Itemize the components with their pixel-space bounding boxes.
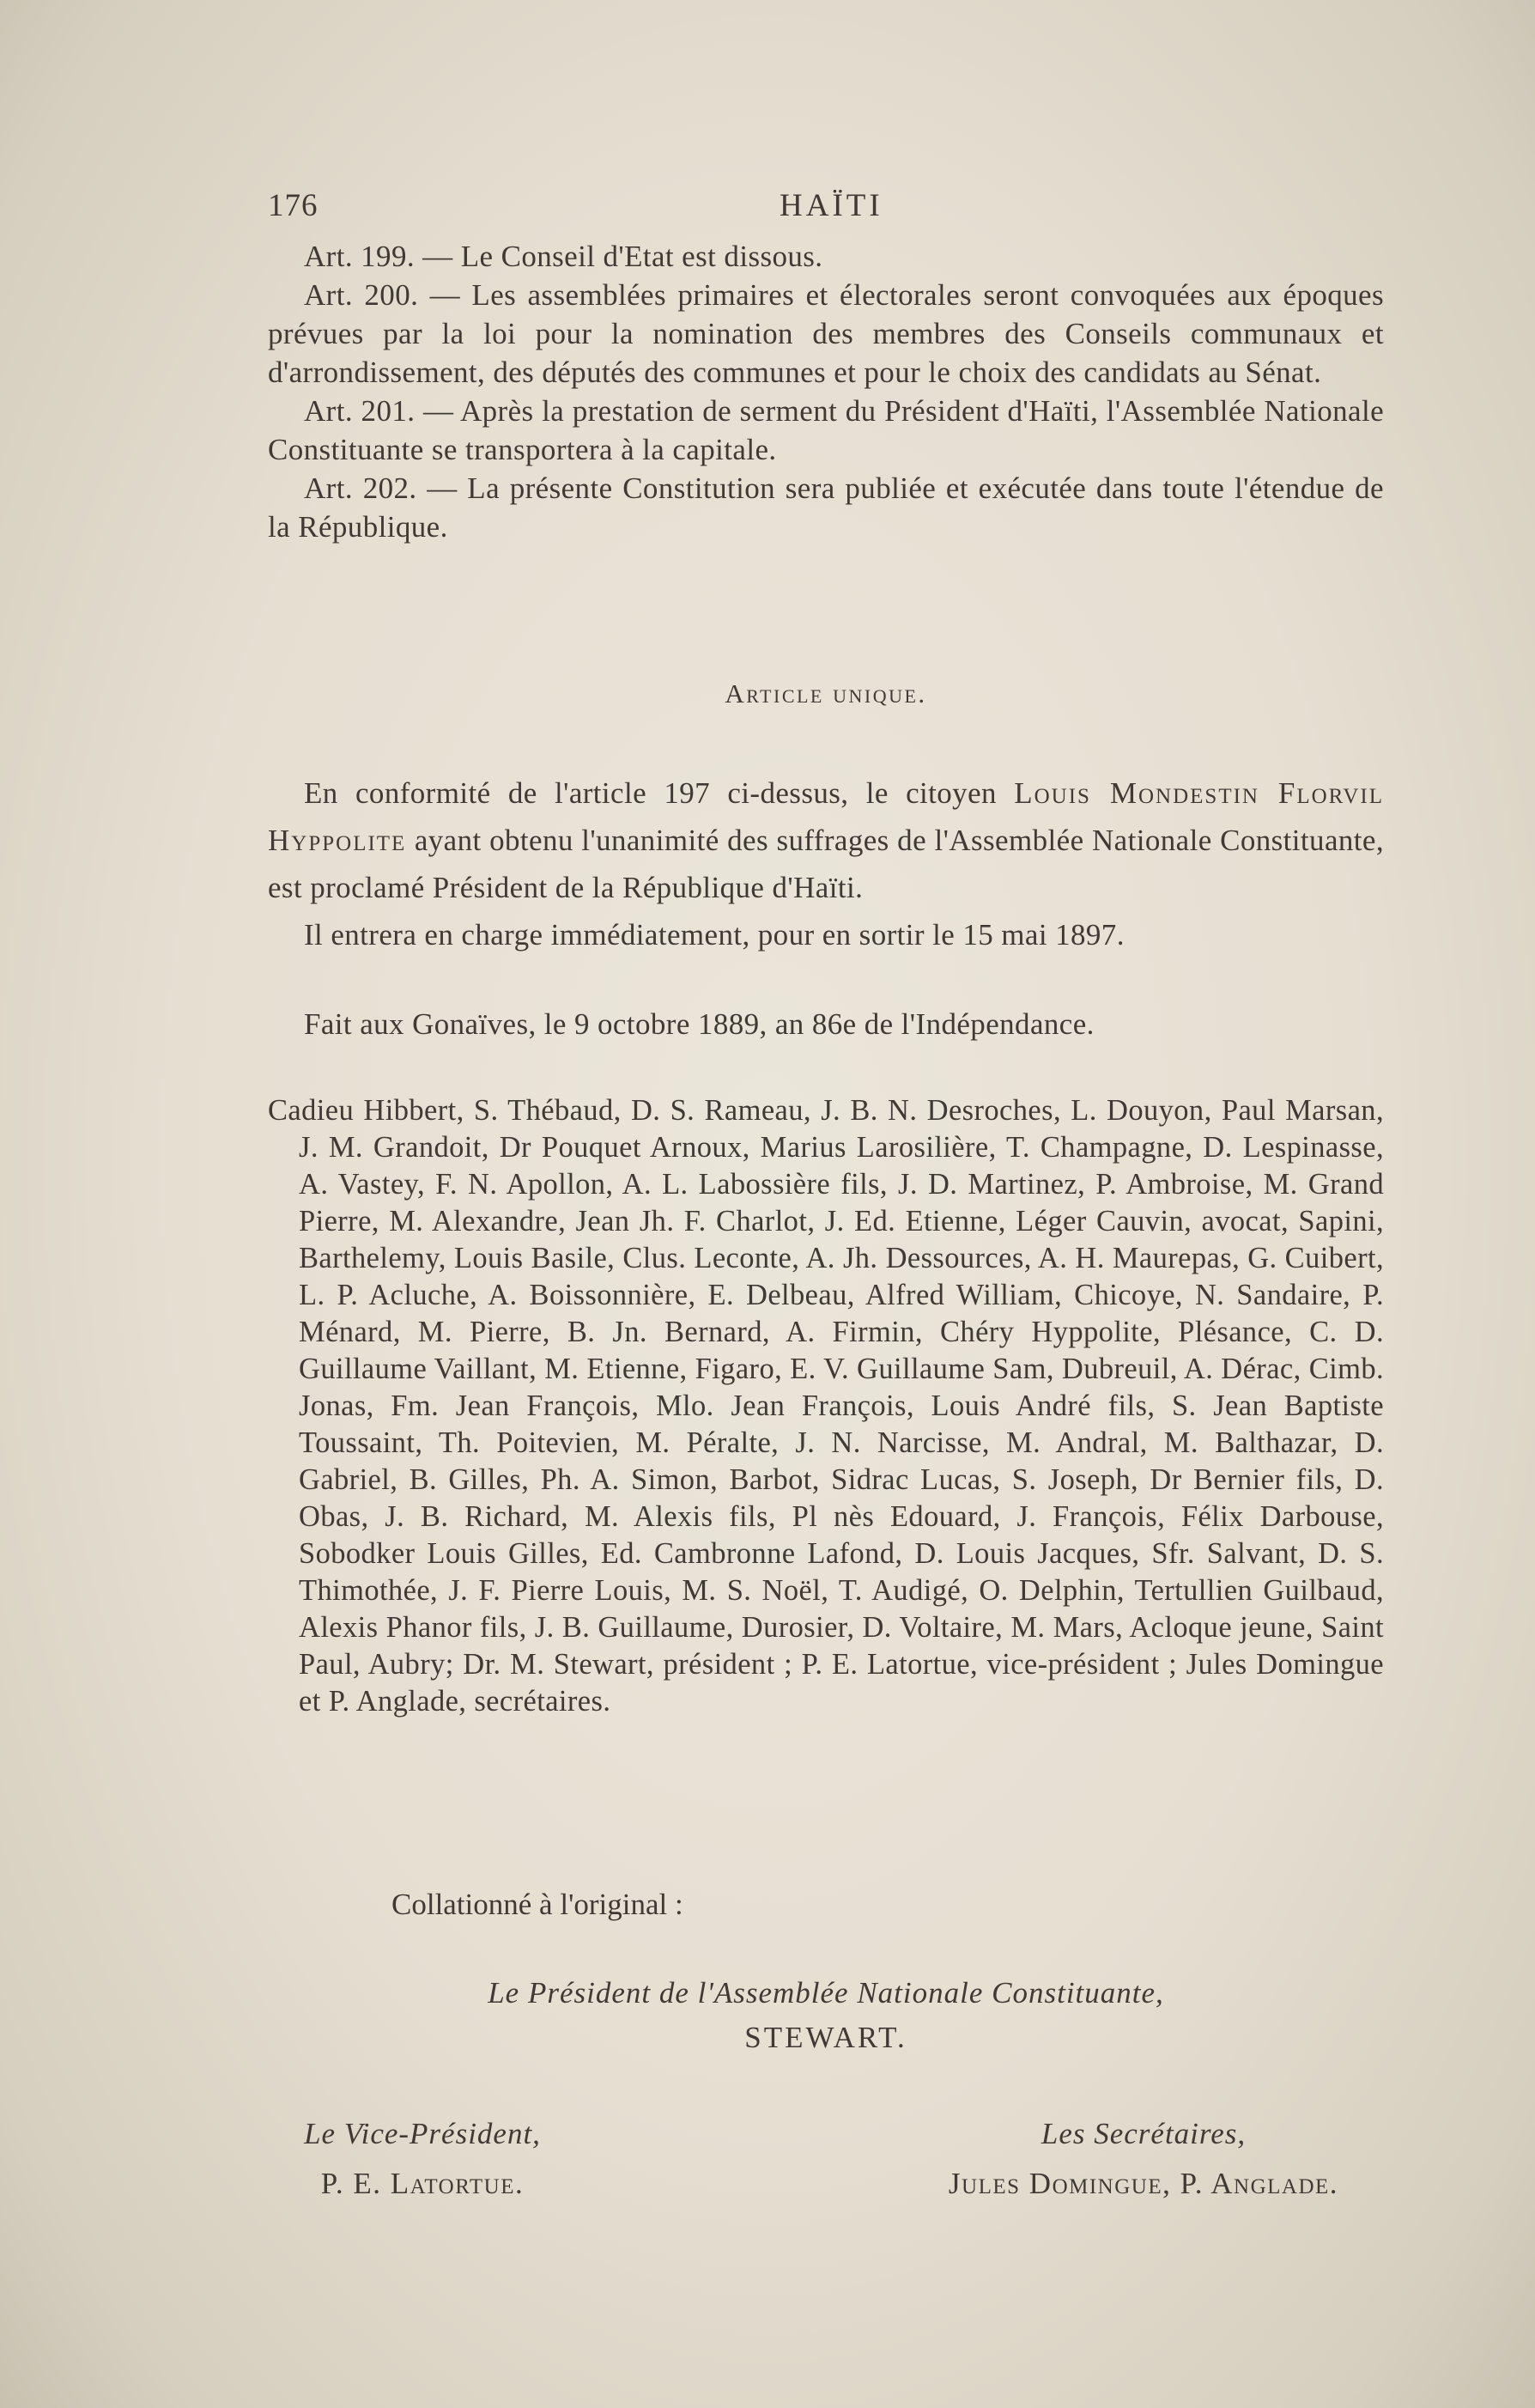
vice-president-name: P. E. Latortue. — [320, 2167, 525, 2200]
collation-note: Collationné à l'original : — [391, 1888, 683, 1921]
page-number: 176 — [268, 188, 319, 223]
term-paragraph: Il entrera en charge immédiatement, pour en sortir le 15 mai 1897. — [304, 918, 1125, 952]
proclamation-text-end: ayant obtenu l'unanimité des suffrages de l'Assemblée Nationale Constituante, est proclamé Président de la République d'Haïti. — [268, 824, 1384, 904]
president-signature — [268, 1971, 1384, 2060]
dated-statement: Fait aux Gonaïves, le 9 octobre 1889, an 86e de l'Indépendance. — [304, 1007, 1095, 1041]
signatories-list: Cadieu Hibbert, S. Thébaud, D. S. Rameau, J. B. N. Desroches, L. Douyon, Paul Marsan, J. M. Grandoit, Dr Pouquet Arnoux, Marius Larosilière, T. Champagne, D. Lespinasse, A. Vastey, F. N. Apollon, A. L. Labossière fils, J. D. Martinez, P. Ambroise, M. Grand Pierre, M. Alexandre, Jean Jh. F. Charlot, J. Ed. Etienne, Léger Cauvin, avocat, Sapini, Barthelemy, Louis Basile, Clus. Leconte, A. Jh. Dessources, A. H. Maurepas, G. Cuibert, L. P. Acluche, A. Boissonnière, E. Delbeau, Alfred William, Chicoye, N. Sandaire, P. Ménard, M. Pierre, B. Jn. Bernard, A. Firmin, Chéry Hyppolite, Plésance, C. D. Guillaume Vaillant, M. Etienne, Figaro, E. V. Guillaume Sam, Dubreuil, A. Dérac, Cimb. Jonas, Fm. Jean François, Mlo. Jean François, Louis André fils, S. Jean Baptiste Toussaint, Th. Poitevien, M. Péralte, J. N. Narcisse, M. Andral, M. Balthazar, D. Gabriel, B. Gilles, Ph. A. Simon, Barbot, Sidrac Lucas, S. Joseph, Dr Bernier fils, D. Obas, J. B. Richard, M. Alexis fils, Pl nès Edouard, J. François, Félix Darbouse, Sobodker Louis Gilles, Ed. Cambronne Lafond, D. Louis Jacques, Sfr. Salvant, D. S. Thimothée, J. F. Pierre Louis, M. S. Noël, T. Audigé, O. Delphin, Tertullien Guilbaud, Alexis Phanor fils, J. B. Guillaume, Durosier, D. Voltaire, M. Mars, Acloque jeune, Saint Paul, Aubry; Dr. M. Stewart, président ; P. E. Latortue, vice-président ; Jules Domingue et P. Anglade, secrétaires. — [268, 1094, 1384, 1718]
proclamation-paragraph — [268, 769, 1384, 911]
article-201: Art. 201. — Après la prestation de serment du Président d'Haïti, l'Assemblée Nationale Constituante se transportera à la capitale. — [268, 394, 1384, 466]
page-header — [268, 187, 1384, 230]
vice-president-role: Le Vice-Président, — [304, 2117, 541, 2150]
articles-block — [268, 237, 1384, 546]
article-200: Art. 200. — Les assemblées primaires et électorales seront convoquées aux époques prévues par la loi pour la nomination des membres des Conseils communaux et d'arrondissement, des députés des communes et pour le choix des candidats au Sénat. — [268, 278, 1384, 389]
vice-president-signature — [165, 2109, 680, 2209]
president-name: STEWART. — [744, 2021, 907, 2054]
article-202: Art. 202. — La présente Constitution sera publiée et exécutée dans toute l'étendue de la République. — [268, 471, 1384, 544]
article-unique-block — [268, 769, 1384, 958]
secretaries-signature — [860, 2109, 1427, 2209]
running-title: HAÏTI — [780, 188, 883, 223]
president-elect-name: Louis Mondestin Florvil Hyppolite — [268, 776, 1384, 857]
article-199: Art. 199. — Le Conseil d'Etat est dissous. — [304, 240, 823, 273]
section-title: Article unique. — [725, 678, 927, 708]
secretaries-role: Les Secrétaires, — [1041, 2117, 1247, 2150]
president-role: Le Président de l'Assemblée Nationale Constituante, — [488, 1976, 1164, 2010]
proclamation-text-start: En conformité de l'article 197 ci-dessus, le citoyen — [304, 776, 997, 810]
secretaries-names: Jules Domingue, P. Anglade. — [948, 2167, 1339, 2200]
